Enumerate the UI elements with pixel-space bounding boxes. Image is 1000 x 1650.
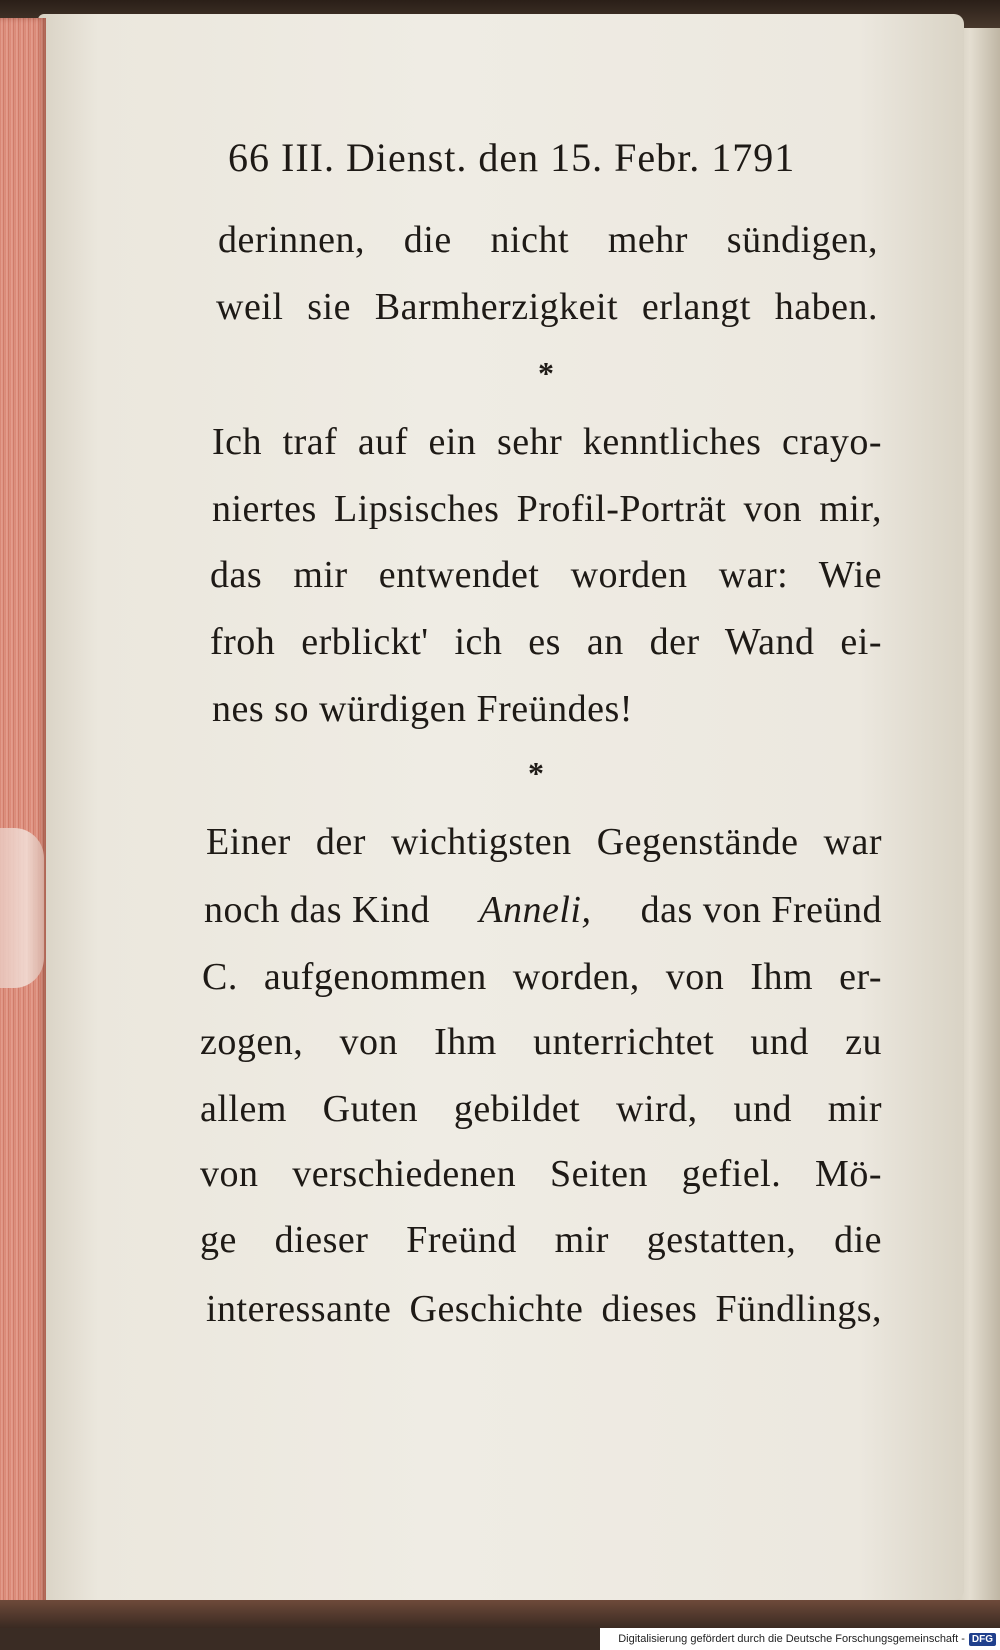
text-line: C. aufgenommen worden, von Ihm er- [202,956,882,998]
text-line: ge dieser Freünd mir gestatten, die [200,1219,882,1261]
text-line: von verschiedenen Seiten gefiel. Mö- [200,1153,882,1195]
text-line: nes so würdigen Freündes! [212,688,633,730]
dfg-logo: DFG [969,1633,996,1646]
text-line: Einer der wichtigsten Gegenstände war [206,821,882,863]
digitization-credit [600,1628,1000,1650]
text-line: das mir entwendet worden war: Wie [210,554,882,596]
text-line: interessante Geschichte dieses Fündlings, [206,1288,882,1330]
section-separator: * [538,355,554,391]
text-line: zogen, von Ihm unterrichtet und zu [200,1021,882,1063]
scan-bottom-edge [0,1600,1000,1628]
page-number: 66 [228,135,270,180]
text-line: derinnen, die nicht mehr sündigen, [218,219,878,261]
page-tab-marker [0,828,44,988]
text-line: weil sie Barmherzigkeit erlangt haben. [216,286,878,328]
text-line: froh erblickt' ich es an der Wand ei- [210,621,882,663]
text-line: Ich traf auf ein sehr kenntliches crayo- [212,421,882,463]
text-segment: noch das Kind [204,889,431,931]
running-title: III. Dienst. den 15. Febr. 1791 [281,135,796,180]
book-fore-edge [0,18,46,1618]
text-line: allem Guten gebildet wird, und mir [200,1088,882,1130]
text-segment: das von Freünd [640,889,882,931]
text-line [204,888,882,932]
name-anneli: Anneli, [479,889,592,931]
running-header [228,134,838,181]
section-separator: * [528,755,544,791]
text-line: niertes Lipsisches Profil-Porträt von mir, [212,488,882,530]
credit-text: Digitalisierung gefördert durch die Deutsche Forschungsgemeinschaft - [618,1633,965,1645]
